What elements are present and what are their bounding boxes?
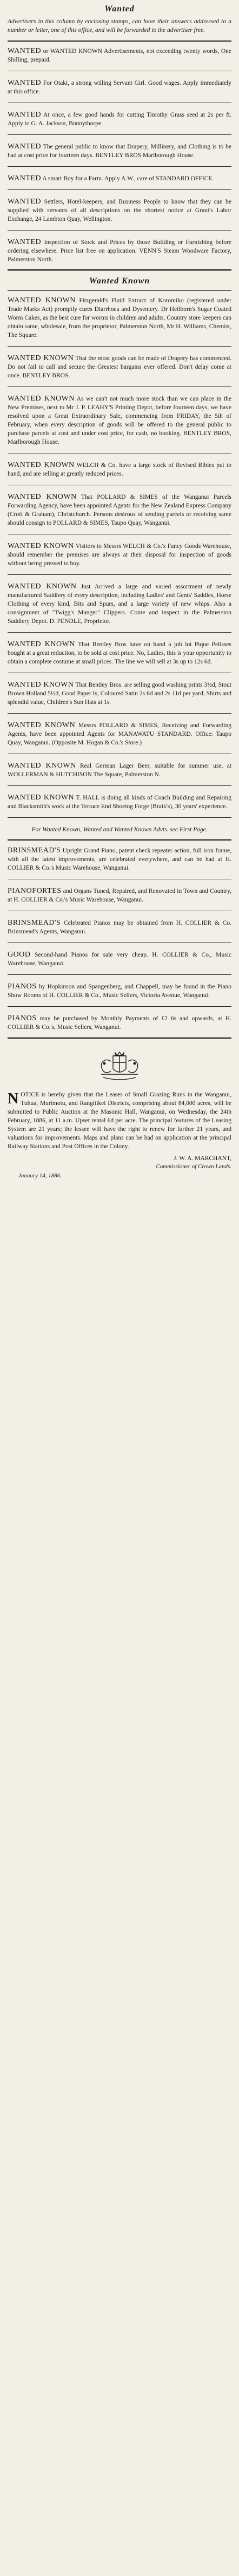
column-notice: Advertisers in this column by enclosing stamps, can have their answers addressed to a number or letter, one of this office, and will be forwarded to the advertiser free.: [8, 18, 231, 33]
ad-lead: PIANOS: [8, 982, 37, 991]
royal-coat-of-arms-icon: [87, 1050, 152, 1084]
piano-ad: [8, 845, 231, 873]
ad-separator: [8, 230, 231, 231]
ad-lead: PIANOFORTES: [8, 887, 62, 895]
government-notice-body: [8, 1090, 231, 1151]
wanted-ads: [8, 46, 231, 265]
wanted-known-ad: [8, 761, 231, 780]
ad-lead: WANTED KNOWN: [8, 721, 76, 729]
ad-separator: [8, 1006, 231, 1007]
piano-ad: [8, 1013, 231, 1033]
drop-cap: N: [8, 1090, 19, 1107]
ad-text: and Organs Tuned, Repaired, and Renovated in Town and Country, at H. COLLIER & Co.'s Music Warehouse, Wanganui.: [8, 888, 232, 903]
ad-text: Second-hand Pianos for sale very cheap. H. COLLIER & Co., Music Warehouse, Wanganui.: [8, 952, 231, 967]
ad-lead: WANTED KNOWN: [8, 296, 76, 304]
wanted-ad: [8, 237, 231, 265]
ad-text: Real German Lager Beer, suitable for summer use, at WOLLERMAN & HUTCHISON The Square, Palmerston N.: [8, 763, 232, 778]
ad-separator: [8, 574, 231, 575]
wanted-known-ads: [8, 295, 231, 835]
wanted-ad: [8, 110, 231, 129]
ad-separator: [8, 134, 231, 135]
ad-text: A smart Boy for a Farm. Apply A.W., care of STANDARD OFFICE.: [42, 175, 214, 182]
ad-lead: WANTED: [8, 143, 42, 151]
ad-separator: [8, 974, 231, 975]
ad-text: or WANTED KNOWN Advertisements, not exceeding twenty words, One Shilling, prepaid.: [8, 48, 231, 63]
ad-lead: WANTED KNOWN: [8, 681, 74, 689]
ad-text: At once, a few good hands for cutting Timothy Grass seed at 2s per ft. Apply to G. A. Jackson, Bunnythorpe.: [8, 112, 231, 127]
piano-ad: [8, 886, 231, 905]
ad-separator: [8, 785, 231, 786]
ad-lead: WANTED: [8, 111, 42, 119]
notice-date: January 14, 1886.: [18, 1172, 62, 1179]
ad-text: Inspection of Stock and Prices by those Building or Furnishing before ordering elsewhere. Price list free on application. VENN'S Steam Woodware Factory, Palmerston North.: [8, 239, 231, 263]
ad-text: That the most goods can be made of Drapery has commenced. Do not fail to call and secure the Greatest bargains ever offered. Don't delay come at once. BENTLEY BROS.: [8, 355, 231, 379]
wanted-known-ad: [8, 581, 231, 627]
ad-text: by Hopkinson and Spangenberg, and Chappell, may be found in the Piano Show Rooms of H. COLLIER & Co., Music Sellers, Victoria Avenue, Wanganui.: [8, 984, 231, 999]
government-notice: [8, 1090, 231, 1180]
ad-lead: WANTED: [8, 79, 42, 87]
ad-lead: WANTED KNOWN: [8, 493, 77, 501]
ad-text: For Wanted Known, Wanted and Wanted Known Advts. see First Page.: [31, 826, 208, 833]
wanted-known-ad: [8, 680, 231, 708]
ad-text: The general public to know that Drapery, Millinery, and Clothing is to be had at cost price for fourteen days. BENTLEY BROS Marlborough House.: [8, 144, 231, 159]
ad-separator: [8, 166, 231, 167]
ad-lead: BRINSMEAD'S: [8, 846, 61, 855]
divider-rule: [8, 269, 231, 271]
ad-separator: [8, 817, 231, 818]
piano-ads: [8, 845, 231, 1033]
wanted-ad: [8, 141, 231, 161]
ad-lead: PIANOS: [8, 1014, 37, 1022]
notice-signature: J. W. A. MARCHANT,: [174, 1155, 231, 1162]
ad-text: That Bentley Bros have on hand a job lot Pique Pelisses bought at a great reduction, to be sold at cost price. No, Ladies, this is your opportunity to obtain a complete costume at small prices. The line we will sell at 3s up to 12s 6d.: [8, 641, 231, 665]
ad-lead: WANTED: [8, 47, 42, 55]
wanted-ad: [8, 173, 231, 184]
ad-lead: WANTED KNOWN: [8, 354, 74, 362]
wanted-ad: [8, 78, 231, 97]
wanted-known-ad: [8, 720, 231, 748]
wanted-ad: [8, 46, 231, 65]
ad-text: As we can't not much more stock than we can place in the New Premises, next to Mr J. P. LEAHY'S Printing Depot, before fourteen days, we have resolved upon a Great Extraordinary Sale, commencing from FRIDAY, the 5th of February, when every description of goods will be offered to the general public to purchase parcels at cost and under cost price, for cash, no booking. BENTLEY BROS, Marlborough House.: [8, 396, 231, 445]
ad-text: T. HALL is doing all kinds of Coach Building and Repairing and Blacksmith's work at the Terrace End Shoeing Forge (Braik's), 30 years' experience.: [8, 795, 231, 810]
wanted-known-ad: [8, 353, 231, 381]
government-notice-text: OTICE is hereby given that the Leases of Small Grazing Runs in the Wanganui, Tuhua, Murimotu, and Rangitikei Districts, comprising about 84,000 acres, will be submitted to Public Auction at the Masonic Hall, Wanganui, on Wednesday, the 24th February, 1886, at 11 a.m. Upset rental 6d per acre. The principal features of the Leasing System are 21 years; the lessee will have the right to renew for further 21 years, and valuations for improvements. Maps and plans can be had on application at the principal Railway Stations and Post Offices in the Colony.: [8, 1092, 231, 1150]
ad-text: may be purchased by Monthly Payments of £2 6s and upwards, at H. COLLIER & Co.'s, Music Sellers, Wanganui.: [8, 1015, 231, 1031]
ad-lead: GOOD: [8, 951, 31, 959]
divider-rule: [8, 1037, 231, 1039]
piano-ad: [8, 950, 231, 969]
ad-text: That Bentley Bros. are selling good washing prints 3½d, Stout Brown Holland 5½d, Good Paper Is, Coloured Satin 2s 6d and 2s 11d per yard, Shirts and splendid value, Children's Sun Hats at 1s.: [8, 682, 231, 706]
ad-text: Settlers, Hotel-keepers, and Business People to know that they can be supplied with servants of all descriptions on the shortest notice at Grant's Labor Exchange, 24 Lambton Quay, Wellington.: [8, 199, 231, 222]
wanted-known-ad: [8, 295, 231, 341]
section-heading-wanted: Wanted: [104, 4, 135, 13]
see-first-page-note: [8, 824, 231, 835]
wanted-known-ad: [8, 792, 231, 812]
piano-ad: [8, 918, 231, 937]
ad-lead: WANTED KNOWN: [8, 582, 77, 591]
ad-lead: WANTED KNOWN: [8, 461, 75, 469]
ad-text: Fitzgerald's Fluid Extract of Koromiko (registered under Trade Marks Act) promptly cures Diarrhoea and Dysentery. Dr Heilborn's Sugar Coated Worm Cakes, as the best cure for worms in children and adults. Country store keepers can obtain same, wholesale, from the proprietor, Palmerston North, Mr H. Williams, Chemist, The Square.: [8, 297, 231, 338]
divider-rule: [8, 290, 231, 291]
wanted-known-ad: [8, 492, 231, 528]
ad-lead: WANTED KNOWN: [8, 762, 76, 770]
notice-signatory-title: Commissioner of Crown Lands.: [156, 1163, 231, 1170]
wanted-known-ad: [8, 460, 231, 479]
ad-lead: WANTED: [8, 238, 42, 246]
ad-text: Visitors to Messrs WELCH & Co.'s Fancy Goods Warehouse, should remember the premises are always at their disposal for inspection of goods without being pressed to buy.: [8, 543, 231, 567]
ad-lead: WANTED KNOWN: [8, 640, 75, 648]
ad-lead: BRINSMEAD'S: [8, 919, 61, 927]
ad-separator: [8, 632, 231, 633]
divider-rule: [8, 40, 231, 42]
piano-ad: [8, 981, 231, 1001]
wanted-ad: [8, 196, 231, 225]
wanted-known-ad: [8, 541, 231, 569]
ad-separator: [8, 346, 231, 347]
ad-lead: WANTED: [8, 174, 42, 182]
ad-text: Upright Grand Piano, patent check repeater action, full iron frame, with all the latest improvements, are celebrated everywhere, and can be had at H. COLLIER & Co.'s Music Warehouse, Wanganui.: [8, 848, 232, 871]
ad-text: Messrs POLLARD & SIMES, Receiving and Forwarding Agents, have been appointed Agents for MANAWATU STANDARD. Office: Taupo Quay, Wanganui. (Opposite M. Hogan & Co.'s Store.): [8, 722, 231, 746]
section-heading-wanted-known: Wanted Known: [89, 276, 150, 286]
ad-text: WELCH & Co. have a large stock of Revised Bibles put to hand, and are selling at greatly reduced prices.: [8, 462, 231, 477]
ad-lead: WANTED: [8, 198, 42, 206]
ad-separator: [8, 713, 231, 714]
ad-text: Celebrated Pianos may be obtained from H. COLLIER & Co. Brinsmead's Agents, Wanganui.: [8, 920, 232, 935]
wanted-known-ad: [8, 394, 231, 448]
ad-text: Just Arrived a large and varied assortment of newly manufactured Saddlery of every description, including Ladies' and Gents' Saddles, Horse Clothing of every kind, Bits and Spurs, and a large variety of new whips. Also a consignment of "Twigg's Manger" Clippers. Come and inspect in the Palmerston Saddlery Depot. D. PENDLE, Proprietor.: [8, 584, 231, 625]
ad-separator: [8, 189, 231, 190]
ad-lead: WANTED KNOWN: [8, 395, 75, 403]
ad-text: That POLLARD & SIMES of the Wanganui Parcels Forwarding Agency, have been appointed Agents for the New Zealand Express Company (Croft & Graham), Christchurch. Persons desirous of sending parcels or receiving same should consign to POLLARD & SIMES, Taupo Quay, Wanganui.: [8, 494, 231, 526]
wanted-known-ad: [8, 639, 231, 667]
ad-lead: WANTED KNOWN: [8, 794, 75, 802]
divider-rule: [8, 839, 231, 841]
ad-text: For Otaki, a strong willing Servant Girl. Good wages. Apply immediately at this office.: [8, 80, 231, 95]
ad-lead: WANTED KNOWN: [8, 542, 74, 550]
